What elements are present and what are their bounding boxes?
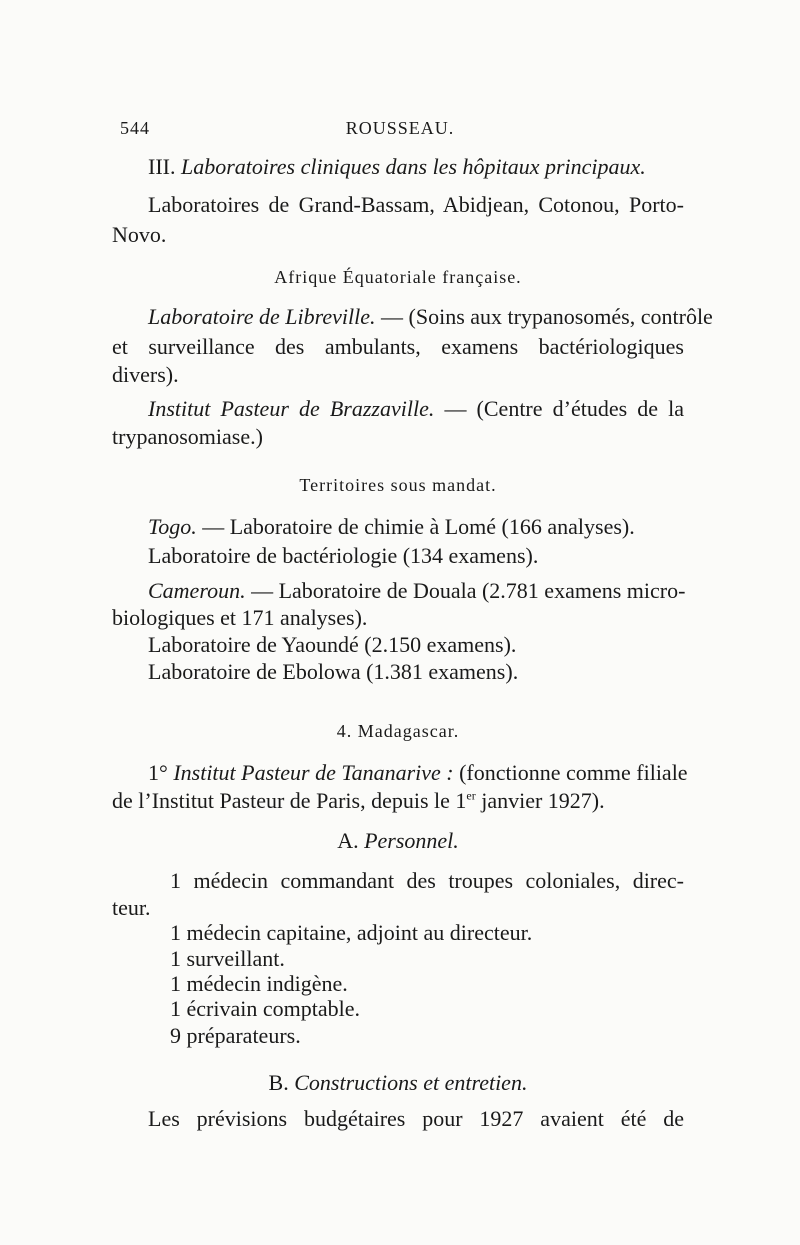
item-number: 1° bbox=[148, 760, 168, 785]
section-title: Laboratoires cliniques dans les hôpitaux principaux. bbox=[180, 154, 646, 179]
text-span: — (Centre d’études de la bbox=[444, 396, 685, 421]
text-line bbox=[148, 394, 684, 424]
text-line bbox=[148, 512, 684, 542]
text-line: teur. bbox=[112, 895, 151, 920]
subsection-title: Personnel. bbox=[364, 828, 459, 853]
text-span: — (Soins aux trypanosomés, contrôle bbox=[381, 304, 713, 329]
text-line: divers). bbox=[112, 362, 179, 387]
text-line bbox=[148, 302, 713, 332]
region-heading-madagascar: 4. Madagascar. bbox=[336, 721, 460, 741]
list-item: 1 médecin commandant des troupes coloniales, direc- bbox=[170, 868, 684, 893]
list-item: 9 préparateurs. bbox=[170, 1023, 301, 1048]
list-item: 1 médecin capitaine, adjoint au directeur. bbox=[170, 920, 533, 945]
text-line: biologiques et 171 analyses). bbox=[112, 605, 368, 630]
page-header bbox=[120, 118, 680, 146]
text-line bbox=[148, 576, 684, 606]
text-line bbox=[148, 758, 688, 788]
text-line bbox=[112, 786, 684, 816]
list-item: 1 écrivain comptable. bbox=[170, 996, 360, 1021]
section-heading-iii bbox=[148, 152, 684, 182]
text-line: Laboratoire de Ebolowa (1.381 examens). bbox=[148, 659, 519, 684]
text-span: janvier 1927). bbox=[481, 788, 605, 813]
text-line: Laboratoires de Grand-Bassam, Abidjean, Cotonou, Porto- bbox=[148, 192, 684, 217]
section-number: III. bbox=[148, 154, 176, 179]
text-line: trypanosomiase.) bbox=[112, 424, 263, 449]
running-head: ROUSSEAU. bbox=[345, 118, 455, 138]
region-heading-territoires: Territoires sous mandat. bbox=[299, 475, 497, 495]
text-span: de l’Institut Pasteur de Paris, depuis le 1 bbox=[112, 788, 467, 813]
territory-name: Togo. bbox=[148, 514, 197, 539]
text-line: Laboratoire de bactériologie (134 examens). bbox=[148, 543, 539, 568]
text-line: Les prévisions budgétaires pour 1927 avaient été de bbox=[148, 1106, 684, 1131]
subsection-heading-b bbox=[112, 1068, 684, 1098]
subsection-heading-a bbox=[112, 826, 684, 856]
text-span: (fonctionne comme filiale bbox=[459, 760, 688, 785]
superscript: er bbox=[466, 788, 476, 803]
text-span: — Laboratoire de chimie à Lomé (166 analyses). bbox=[202, 514, 635, 539]
subsection-title: Constructions et entretien. bbox=[294, 1070, 528, 1095]
text-line: et surveillance des ambulants, examens bactériologiques bbox=[112, 334, 684, 359]
region-heading-aef: Afrique Équatoriale française. bbox=[274, 267, 522, 287]
territory-name: Cameroun. bbox=[148, 578, 246, 603]
page-number: 544 bbox=[120, 118, 150, 138]
text-span: — Laboratoire de Douala (2.781 examens micro- bbox=[251, 578, 686, 603]
institute-name: Institut Pasteur de Brazzaville. bbox=[148, 396, 435, 421]
institute-name: Institut Pasteur de Tananarive : bbox=[173, 760, 454, 785]
list-item: 1 médecin indigène. bbox=[170, 971, 348, 996]
lab-name: Laboratoire de Libreville. bbox=[148, 304, 376, 329]
list-item: 1 surveillant. bbox=[170, 946, 285, 971]
text-line: Laboratoire de Yaoundé (2.150 examens). bbox=[148, 632, 517, 657]
subsection-letter: A. bbox=[337, 828, 359, 853]
text-line: Novo. bbox=[112, 222, 167, 247]
subsection-letter: B. bbox=[268, 1070, 289, 1095]
